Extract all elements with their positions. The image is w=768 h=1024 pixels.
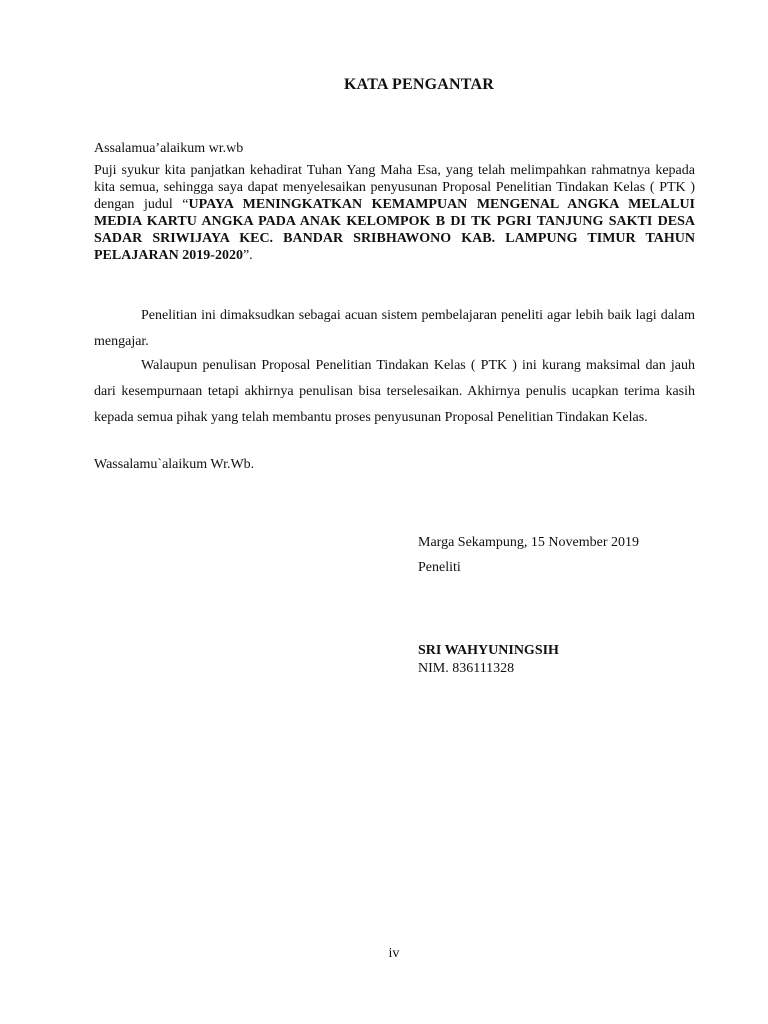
page-title: KATA PENGANTAR [344,76,494,93]
signature-place-date: Marga Sekampung, 15 November 2019 [418,535,639,550]
intro-end: ”. [242,248,253,263]
paragraph-acknowledgement: Walaupun penulisan Proposal Penelitian Tindakan Kelas ( PTK ) ini kurang maksimal dan jauh dari kesempurnaan tetapi akhirnya penulisan bisa terselesaikan. Akhirnya penulis ucapkan terima kasih kepada semua pihak yang telah membantu proses penyusunan Proposal Penelitian Tindakan Kelas. [94,358,695,425]
intro-paragraph [94,162,695,264]
paragraph-purpose: Penelitian ini dimaksudkan sebagai acuan sistem pembelajaran peneliti agar lebih baik lagi dalam mengajar. [94,308,695,349]
intro-text: Puji syukur kita panjatkan kehadirat Tuhan Yang Maha Esa, yang telah melimpahkan rahmatnya kepada kita semua, sehingga saya dapat menyelesaikan penyusunan Proposal Penelitian Tindakan Kelas ( PTK ) dengan judul “ [94,163,695,212]
page-number: iv [388,946,400,961]
greeting-text: Assalamua’alaikum wr.wb [94,141,244,156]
signature-name: SRI WAHYUNINGSIH [418,643,559,658]
proposal-title-bold: UPAYA MENINGKATKAN KEMAMPUAN MENGENAL ANGKA MELALUI MEDIA KARTU ANGKA PADA ANAK KELOMPOK B DI TK PGRI TANJUNG SAKTI DESA SADAR SRIWIJAYA KEC. BANDAR SRIBHAWONO KAB. LAMPUNG TIMUR TAHUN PELAJARAN 2019-2020 [94,197,695,263]
closing-text: Wassalamu`alaikum Wr.Wb. [94,457,255,472]
signature-role: Peneliti [418,560,461,575]
signature-nim: NIM. 836111328 [418,661,515,676]
